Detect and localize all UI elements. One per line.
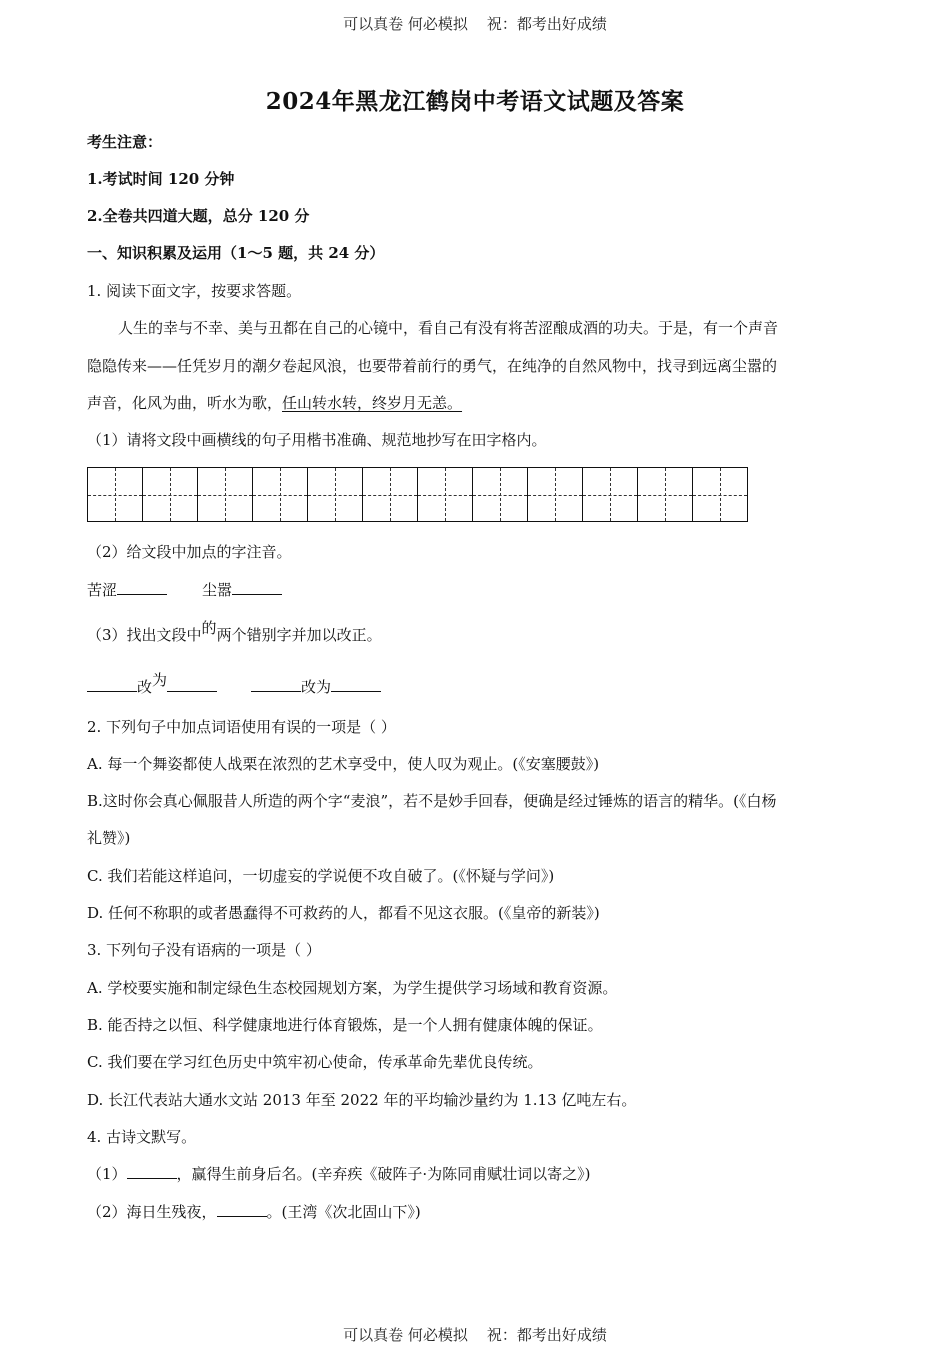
q2-option-b: B.这时你会真心佩服昔人所造的两个字“麦浪”，若不是妙手回春，便确是经过锤炼的语言的精华。(《白杨 bbox=[87, 792, 777, 810]
notice-item-2: 2.全卷共四道大题，总分 120 分 bbox=[87, 207, 310, 225]
q3-option-b: B. 能否持之以恒、科学健康地进行体育锻炼，是一个人拥有健康体魄的保证。 bbox=[87, 1016, 603, 1034]
q1-paragraph-line-1: 人生的幸与不幸、美与丑都在自己的心镜中，看自己有没有将苦涩酿成酒的功夫。于是，有一个声音 bbox=[118, 319, 779, 337]
word-kuse: 苦涩 bbox=[87, 581, 118, 599]
grid-cell[interactable] bbox=[638, 467, 693, 522]
change-label-a: 改 bbox=[137, 678, 153, 696]
q4-blank-1[interactable] bbox=[127, 1164, 177, 1179]
q4-sub-2-label: （2）海日生残夜， bbox=[87, 1203, 217, 1221]
q3-stem: 3. 下列句子没有语病的一项是（ ） bbox=[87, 941, 321, 959]
q4-blank-2[interactable] bbox=[217, 1202, 267, 1217]
change-label-a-sup: 为 bbox=[152, 671, 168, 689]
q1-sub-3 bbox=[87, 619, 382, 645]
q3-option-a: A. 学校要实施和制定绿色生态校园规划方案，为学生提供学习场域和教育资源。 bbox=[87, 979, 618, 997]
notice-heading: 考生注意： bbox=[87, 133, 163, 151]
q2-option-a: A. 每一个舞姿都使人战栗在浓烈的艺术享受中，使人叹为观止。(《安塞腰鼓》) bbox=[87, 755, 600, 773]
correction-blank-3[interactable] bbox=[251, 677, 301, 692]
grid-cell[interactable] bbox=[418, 467, 473, 522]
q4-stem: 4. 古诗文默写。 bbox=[87, 1128, 197, 1146]
q2-option-c: C. 我们若能这样追问，一切虚妄的学说便不攻自破了。(《怀疑与学问》) bbox=[87, 867, 555, 885]
correction-blank-4[interactable] bbox=[331, 677, 381, 692]
page-header: 可以真卷 何必模拟 祝：都考出好成绩 bbox=[343, 15, 607, 33]
q1-sub-3-text-end: 两个错别字并加以改正。 bbox=[216, 626, 382, 644]
q1-sub-2: （2）给文段中加点的字注音。 bbox=[87, 543, 292, 561]
q4-sub-2-text: 。(王湾《次北固山下》) bbox=[266, 1203, 421, 1221]
grid-cell[interactable] bbox=[583, 467, 638, 522]
notice-item-1: 1.考试时间 120 分钟 bbox=[87, 170, 235, 188]
change-label-b: 改为 bbox=[301, 678, 332, 696]
correction-blank-1[interactable] bbox=[87, 677, 137, 692]
section-1-heading: 一、知识积累及运用（1～5 题，共 24 分） bbox=[87, 244, 385, 262]
q4-sub-1-text: ，赢得生前身后名。(辛弃疾《破阵子·为陈同甫赋壮词以寄之》) bbox=[176, 1165, 591, 1183]
q3-option-c: C. 我们要在学习红色历史中筑牢初心使命，传承革命先辈优良传统。 bbox=[87, 1053, 543, 1071]
page-title: 2024年黑龙江鹤岗中考语文试题及答案 bbox=[265, 88, 685, 115]
q1-paragraph-line-3 bbox=[87, 393, 462, 413]
q3-option-d: D. 长江代表站大通水文站 2013 年至 2022 年的平均输沙量约为 1.13 亿吨左右。 bbox=[87, 1091, 637, 1109]
grid-cell[interactable] bbox=[88, 467, 143, 522]
page-footer: 可以真卷 何必模拟 祝：都考出好成绩 bbox=[343, 1326, 607, 1344]
q2-option-d: D. 任何不称职的或者愚蠢得不可救药的人，都看不见这衣服。(《皇帝的新装》) bbox=[87, 904, 600, 922]
grid-cell[interactable] bbox=[693, 467, 748, 522]
tianzige-grid[interactable] bbox=[87, 467, 748, 522]
q1-sub-3-text: （3）找出文段中 bbox=[87, 626, 202, 644]
grid-cell[interactable] bbox=[198, 467, 253, 522]
q1-correction-line bbox=[87, 671, 381, 697]
q1-sub-1: （1）请将文段中画横线的句子用楷书准确、规范地抄写在田字格内。 bbox=[87, 431, 547, 449]
q1-paragraph-line-2: 隐隐传来——任凭岁月的潮夕卷起风浪，也要带着前行的勇气，在纯净的自然风物中，找寻到远离尘嚣的 bbox=[87, 357, 778, 375]
grid-cell[interactable] bbox=[308, 467, 363, 522]
grid-cell[interactable] bbox=[528, 467, 583, 522]
grid-cell[interactable] bbox=[363, 467, 418, 522]
q1-stem: 1. 阅读下面文字，按要求答题。 bbox=[87, 282, 302, 300]
q2-option-b-continued: 礼赞》) bbox=[87, 829, 131, 847]
q4-sub-1 bbox=[87, 1164, 591, 1184]
q1-pinyin-line bbox=[87, 580, 282, 600]
q4-sub-1-label: （1） bbox=[87, 1165, 127, 1183]
pinyin-blank-2[interactable] bbox=[232, 580, 282, 595]
q1-underlined-sentence: 任山转水转，终岁月无恙。 bbox=[282, 394, 463, 412]
q1-sub-3-superscript: 的 bbox=[201, 619, 217, 637]
q1-paragraph-line-3-text: 声音，化风为曲，听水为歌， bbox=[87, 394, 283, 412]
word-chenxiao: 尘嚣 bbox=[202, 581, 233, 599]
grid-cell[interactable] bbox=[473, 467, 528, 522]
correction-blank-2[interactable] bbox=[167, 677, 217, 692]
q4-sub-2 bbox=[87, 1202, 421, 1222]
grid-cell[interactable] bbox=[253, 467, 308, 522]
grid-cell[interactable] bbox=[143, 467, 198, 522]
pinyin-blank-1[interactable] bbox=[117, 580, 167, 595]
q2-stem: 2. 下列句子中加点词语使用有误的一项是（ ） bbox=[87, 718, 396, 736]
